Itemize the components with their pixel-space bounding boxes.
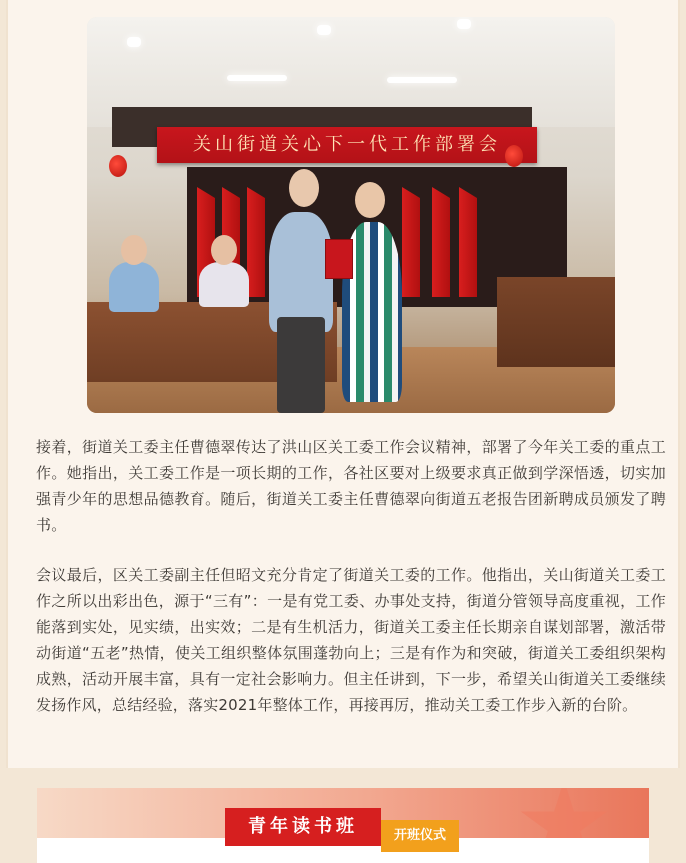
photo-man-trousers — [277, 317, 325, 413]
photo-flag — [459, 187, 477, 297]
meeting-photo[interactable] — [87, 17, 615, 413]
photo-ceiling-light — [457, 19, 471, 29]
article-card — [6, 0, 680, 768]
photo-seated-person — [199, 262, 249, 307]
photo-ceiling-light — [127, 37, 141, 47]
article-paragraph-2: 会议最后，区关工委副主任但昭文充分肯定了街道关工委的工作。他指出，关山街道关工委工作之所以出彩出色，源于“三有”：一是有党工委、办事处支持，街道分管领导高度重视，工作能落到实处，见实绩，出实效；二是有生机活力，街道关工委主任长期亲自谋划部署，激活带动街道“五老”热情，使关工组织整体氛围蓬勃向上；三是有作为和突破，街道关工委组织架构成熟，活动开展丰富，具有一定社会影响力。但主任讲到，下一步，希望关山街道关工委继续发扬作风，总结经验，落实2021年整体工作，再接再厉，推动关工委工作步入新的台阶。 — [36, 566, 666, 714]
section-title-badge: 青年读书班 — [225, 808, 381, 846]
photo-ceiling-light — [227, 75, 287, 81]
photo-person-head — [211, 235, 237, 265]
photo-lantern — [109, 155, 127, 177]
section-subtitle-badge: 开班仪式 — [381, 820, 459, 852]
certificate-icon — [325, 239, 353, 279]
photo-lantern — [505, 145, 523, 167]
photo-banner: 关山街道关心下一代工作部署会 — [157, 127, 537, 163]
photo-ceiling-light — [317, 25, 331, 35]
photo-man-head — [289, 169, 319, 207]
photo-man-shirt — [269, 212, 333, 332]
photo-ceiling-light — [387, 77, 457, 83]
article-paragraph-1: 接着，街道关工委主任曹德翠传达了洪山区关工委工作会议精神，部署了今年关工委的重点工作。她指出，关工委工作是一项长期的工作，各社区要对上级要求真正做到学深悟透，切实加强青少年的思想品德教育。随后，街道关工委主任曹德翠向街道五老报告团新聘成员颁发了聘书。 — [36, 438, 666, 534]
photo-flag — [247, 187, 265, 297]
photo-flag — [432, 187, 450, 297]
photo-woman-head — [355, 182, 385, 218]
photo-person-head — [121, 235, 147, 265]
photo-table-right — [497, 277, 615, 367]
photo-flag — [402, 187, 420, 297]
photo-seated-person — [109, 262, 159, 312]
